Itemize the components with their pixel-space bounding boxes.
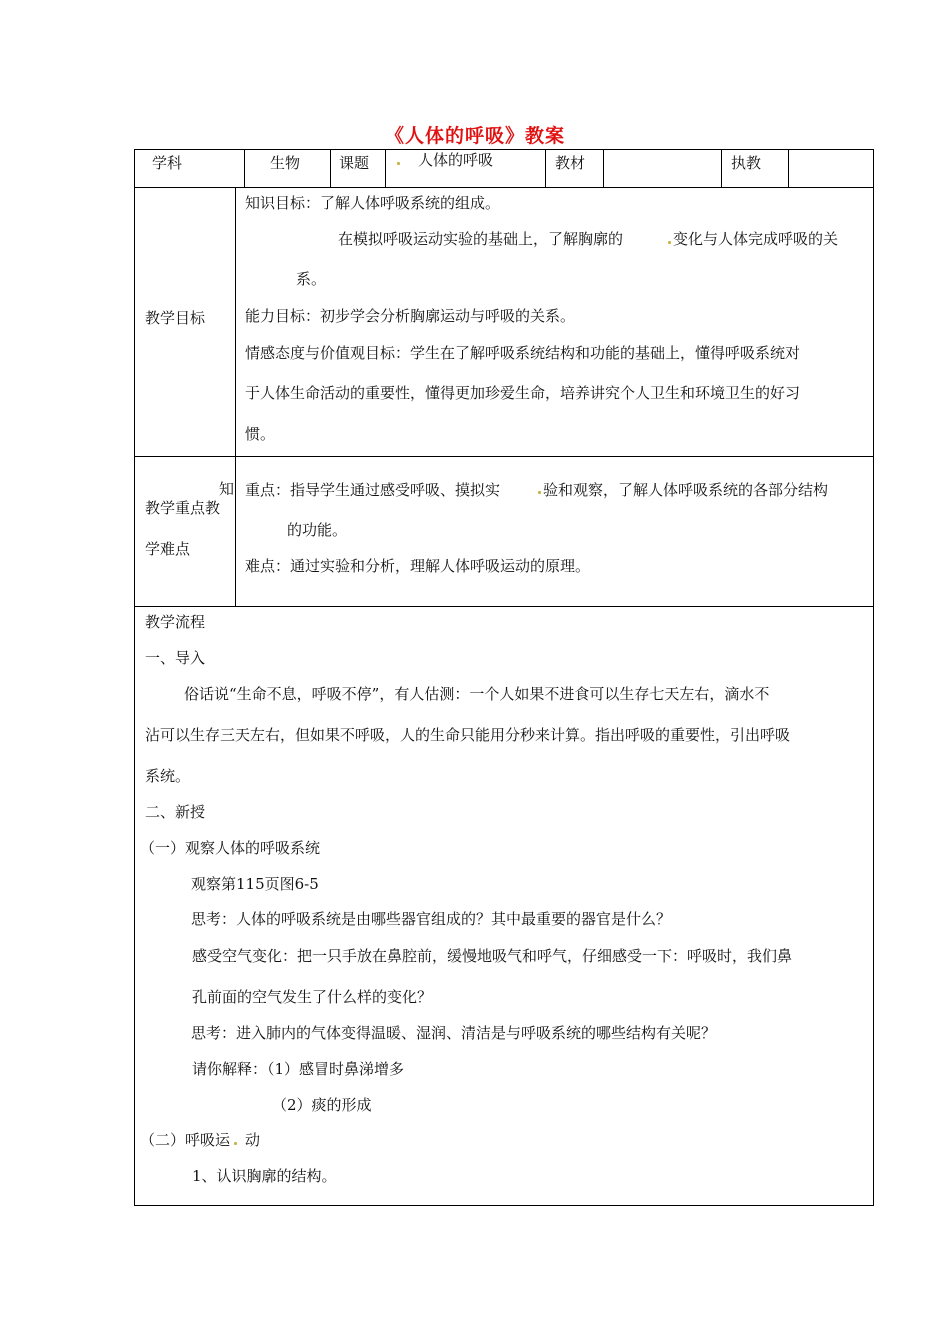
keypoints-row-divider	[134, 606, 874, 607]
part2-heading-b: 动	[245, 1131, 261, 1149]
think-line-1: 思考：人体的呼吸系统是由哪些器官组成的？其中最重要的器官是什么？	[191, 910, 672, 928]
knowledge-goal-line-3: 系。	[296, 270, 327, 288]
stray-mark	[538, 491, 541, 494]
header-col-divider	[721, 149, 722, 187]
feel-line-1: 感受空气变化：把一只手放在鼻腔前，缓慢地吸气和呼气，仔细感受一下：呼吸时，我们鼻	[192, 947, 793, 965]
explain-line-1: 请你解释：（1）感冒时鼻涕增多	[192, 1060, 405, 1078]
header-col-divider	[603, 149, 604, 187]
keypoints-label-line-1: 教学重点教	[145, 499, 221, 517]
intro-line-3: 系统。	[145, 767, 191, 785]
process-heading: 教学流程	[145, 613, 206, 631]
stray-mark	[234, 1142, 237, 1145]
intro-heading: 一、导入	[145, 649, 206, 667]
focus-line-1b: 验和观察，了解人体呼吸系统的各部分结构	[543, 481, 829, 499]
stray-mark	[397, 162, 400, 165]
label-col-divider	[235, 187, 236, 606]
table-border-bottom	[134, 1205, 874, 1206]
keypoints-stray-char: 知	[219, 480, 235, 498]
subject-value: 生物	[270, 154, 301, 172]
table-border-top	[134, 149, 874, 150]
part2-heading-a: （二）呼吸运	[140, 1131, 231, 1149]
keypoints-label-line-2: 学难点	[145, 540, 191, 558]
step-1-line: 1、认识胸廓的结构。	[192, 1167, 337, 1185]
table-border-right	[873, 149, 874, 1206]
header-col-divider	[545, 149, 546, 187]
teacher-label: 执教	[731, 154, 762, 172]
new-lesson-heading: 二、新授	[145, 803, 206, 821]
part1-heading: （一）观察人体的呼吸系统	[140, 839, 321, 857]
feel-line-2: 孔前面的空气发生了什么样的变化？	[192, 988, 433, 1006]
knowledge-goal-line-2b: 变化与人体完成呼吸的关	[673, 230, 839, 248]
table-border-left	[134, 149, 135, 1206]
attitude-goal-line-3: 惯。	[245, 425, 276, 443]
goals-label: 教学目标	[145, 309, 206, 327]
textbook-label: 教材	[555, 154, 586, 172]
intro-line-1: 俗话说“生命不息，呼吸不停”，有人估测：一个人如果不进食可以生存七天左右，滴水不	[184, 685, 770, 703]
header-col-divider	[788, 149, 789, 187]
attitude-goal-line-2: 于人体生命活动的重要性，懂得更加珍爱生命，培养讲究个人卫生和环境卫生的好习	[245, 384, 801, 402]
stray-mark	[668, 241, 671, 244]
focus-line-2: 的功能。	[287, 521, 348, 539]
difficulty-line: 难点：通过实验和分析，理解人体呼吸运动的原理。	[245, 557, 591, 575]
goals-row-divider	[134, 456, 874, 457]
focus-line-1a: 重点：指导学生通过感受呼吸、摸拟实	[245, 481, 501, 499]
explain-line-2: （2）痰的形成	[272, 1096, 372, 1114]
document-title: 《人体的呼吸》教案	[384, 125, 565, 147]
intro-line-2: 沾可以生存三天左右，但如果不呼吸，人的生命只能用分秒来计算。指出呼吸的重要性，引出呼吸	[145, 726, 791, 744]
header-col-divider	[385, 149, 386, 187]
topic-label: 课题	[339, 154, 370, 172]
attitude-goal-line-1: 情感态度与价值观目标：学生在了解呼吸系统结构和功能的基础上，懂得呼吸系统对	[245, 344, 801, 362]
think-line-2: 思考：进入肺内的气体变得温暖、湿润、清洁是与呼吸系统的哪些结构有关呢？	[191, 1024, 717, 1042]
observe-line: 观察第115页图6-5	[191, 875, 319, 893]
topic-value: 人体的呼吸	[418, 151, 494, 169]
knowledge-goal-line-1: 知识目标：了解人体呼吸系统的组成。	[245, 194, 501, 212]
knowledge-goal-line-2a: 在模拟呼吸运动实验的基础上，了解胸廓的	[338, 230, 624, 248]
subject-label: 学科	[152, 154, 183, 172]
header-row-divider	[134, 187, 874, 188]
header-col-divider	[330, 149, 331, 187]
ability-goal: 能力目标：初步学会分析胸廓运动与呼吸的关系。	[245, 307, 576, 325]
header-col-divider	[244, 149, 245, 187]
